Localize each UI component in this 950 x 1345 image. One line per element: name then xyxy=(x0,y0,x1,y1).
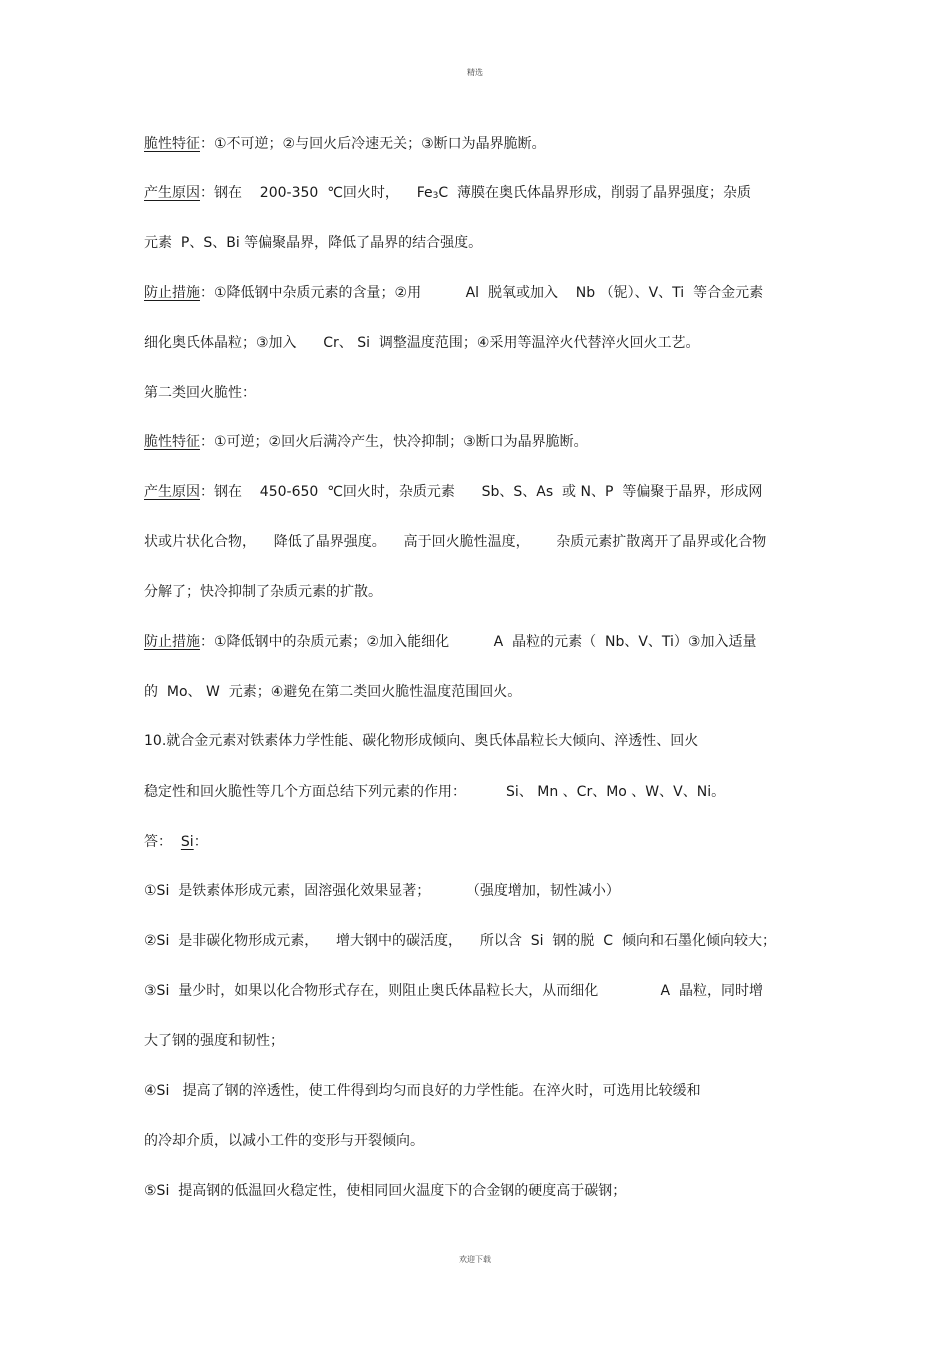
question-line: 稳定性和回火脆性等几个方面总结下列元素的作用： Si、 Mn 、Cr、Mo 、W、V、Ni。 xyxy=(144,784,726,800)
answer-item: 大了钢的强度和韧性； xyxy=(144,1033,284,1049)
paragraph-line: 产生原因：钢在 450-650 ℃回火时，杂质元素 Sb、S、As 或 N、P 等偏聚于晶界，形成网 xyxy=(144,484,763,500)
paragraph-line: 产生原因：钢在 200-350 ℃回火时， $Fe_3C$ 薄膜在奥氏体晶界形成，削弱了晶界强度；杂质 xyxy=(144,185,752,201)
subscript: 3 xyxy=(432,191,439,201)
underlined-label: Si xyxy=(180,834,194,850)
paragraph-line: 防止措施：①降低钢中杂质元素的含量；②用 Al 脱氧或加入 Nb （铌）、V、Ti 等合金元素 xyxy=(144,285,764,301)
paragraph-line: 防止措施：①降低钢中的杂质元素；②加入能细化 A 晶粒的元素（ Nb、V、Ti）③加入适量 xyxy=(144,634,757,650)
paragraph-line: 细化奥氏体晶粒；③加入 Cr、 Si 调整温度范围；④采用等温淬火代替淬火回火工艺。 xyxy=(144,335,700,351)
page-header: 精选 xyxy=(467,68,483,77)
underlined-label: 防止措施 xyxy=(144,285,200,301)
paragraph-line: 的 Mo、 W 元素；④避免在第二类回火脆性温度范围回火。 xyxy=(144,684,522,700)
answer-item: ①Si 是铁素体形成元素，固溶强化效果显著； （强度增加，韧性减小） xyxy=(144,883,620,899)
paragraph-line: 脆性特征：①不可逆；②与回火后冷速无关；③断口为晶界脆断。 xyxy=(144,136,546,152)
underlined-label: 脆性特征 xyxy=(144,434,200,450)
page-footer: 欢迎下载 xyxy=(459,1255,491,1264)
answer-item: ④Si 提高了钢的淬透性，使工件得到均匀而良好的力学性能。在淬火时，可选用比较缓和 xyxy=(144,1083,701,1099)
paragraph-line: 分解了；快冷抑制了杂质元素的扩散。 xyxy=(144,584,382,600)
answer-item: 的冷却介质，以减小工件的变形与开裂倾向。 xyxy=(144,1133,424,1149)
section-heading: 第二类回火脆性： xyxy=(144,385,256,401)
underlined-label: 产生原因 xyxy=(144,185,200,201)
question-line: 10.就合金元素对铁素体力学性能、碳化物形成倾向、奥氏体晶粒长大倾向、淬透性、回火 xyxy=(144,733,699,749)
underlined-label: 产生原因 xyxy=(144,484,200,500)
answer-item: ③Si 量少时，如果以化合物形式存在，则阻止奥氏体晶粒长大，从而细化 A 晶粒，同时增 xyxy=(144,983,764,999)
paragraph-line: 状或片状化合物， 降低了晶界强度。 高于回火脆性温度， 杂质元素扩散离开了晶界或化合物 xyxy=(144,534,767,550)
paragraph-line: 脆性特征：①可逆；②回火后满冷产生，快冷抑制；③断口为晶界脆断。 xyxy=(144,434,588,450)
underlined-label: 防止措施 xyxy=(144,634,200,650)
paragraph-line: 元素 P、S、Bi 等偏聚晶界，降低了晶界的结合强度。 xyxy=(144,235,483,251)
answer-item: ⑤Si 提高钢的低温回火稳定性，使相同回火温度下的合金钢的硬度高于碳钢； xyxy=(144,1183,627,1199)
answer-item: ②Si 是非碳化物形成元素， 增大钢中的碳活度， 所以含 Si 钢的脱 C 倾向和石墨化倾向较大； xyxy=(144,933,776,949)
underlined-label: 脆性特征 xyxy=(144,136,200,152)
answer-label: 答： Si： xyxy=(144,834,208,850)
